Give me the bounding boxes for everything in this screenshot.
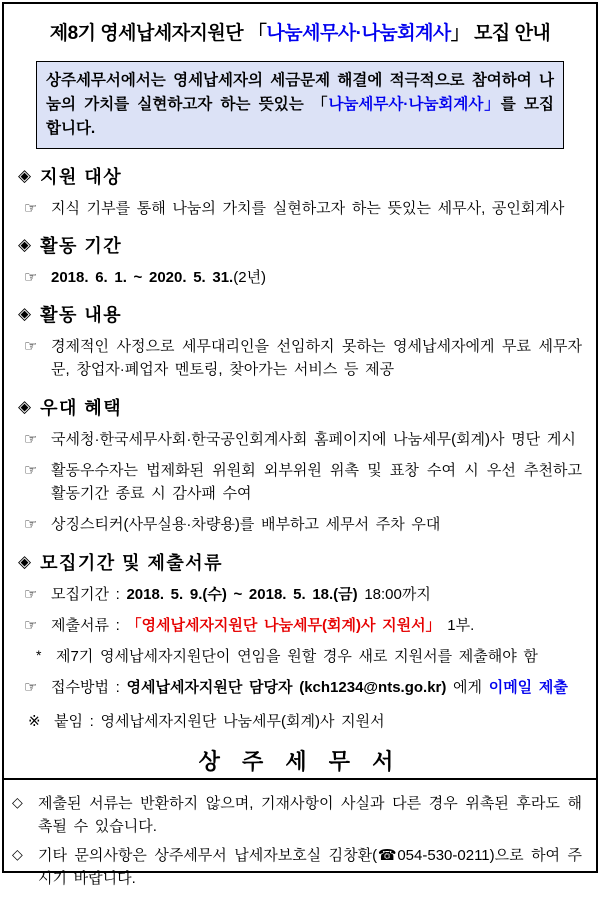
section-title: 활동 기간	[40, 235, 123, 256]
item-text	[51, 614, 582, 637]
list-item-attachment	[28, 710, 582, 733]
list-item	[24, 335, 582, 382]
page-title	[18, 20, 582, 49]
section-title: 모집기간 및 제출서류	[40, 552, 224, 573]
footer-contact-item	[12, 844, 582, 891]
footer-notice-item	[12, 792, 582, 839]
item-text	[51, 676, 582, 699]
diamond-bullet-icon: ◈	[18, 234, 32, 254]
intro-highlight: 나눔세무사·나눔회계사	[328, 95, 484, 113]
title-bracket-close: 」	[450, 23, 470, 44]
intro-bracket-close: 」	[483, 95, 501, 113]
asterisk-icon: *	[36, 647, 42, 664]
section-header-recruitment	[18, 549, 582, 575]
list-item	[24, 459, 582, 506]
diamond-bullet-icon: ◈	[18, 396, 32, 416]
white-diamond-icon: ◇	[12, 846, 23, 863]
section-title: 활동 내용	[40, 305, 123, 326]
finger-pointer-icon: ☞	[24, 268, 38, 286]
item-text: 상징스티커(사무실용·차량용)를 배부하고 세무서 주차 우대	[51, 516, 441, 534]
finger-pointer-icon: ☞	[24, 199, 38, 217]
reference-mark-icon: ※	[28, 712, 41, 730]
recruit-period-deadline: 18:00까지	[357, 585, 431, 603]
apply-email-submit: 이메일 제출	[488, 679, 568, 697]
title-highlight: 나눔세무사·나눔회계사	[266, 23, 451, 44]
issuing-office-signature: 상 주 세 무 서	[198, 748, 402, 774]
apply-label: 접수방법 :	[51, 679, 127, 697]
intro-text: 상주세무서에서는 영세납세자의 세금문제 해결에 적극적으로 참여하여 나눔의 가치를 실현하고자 하는 뜻있는	[46, 71, 555, 113]
item-text: 지식 기부를 통해 나눔의 가치를 실현하고자 하는 뜻있는 세무사, 공인회계사	[51, 199, 565, 217]
docs-form-name: 「영세납세자지원단 나눔세무(회계)사 지원서」	[126, 616, 441, 634]
document-body	[4, 4, 596, 778]
list-item	[24, 513, 582, 536]
list-item-required-docs	[24, 614, 582, 637]
section-title: 지원 대상	[40, 166, 123, 187]
diamond-bullet-icon: ◈	[18, 165, 32, 185]
recruit-period-label: 모집기간 :	[51, 585, 127, 603]
finger-pointer-icon: ☞	[24, 461, 38, 479]
diamond-bullet-icon: ◈	[18, 551, 32, 571]
item-text: 제7기 영세납세자지원단이 연임을 원할 경우 새로 지원서를 제출해야 함	[56, 648, 538, 666]
diamond-bullet-icon: ◈	[18, 304, 32, 324]
intro-bracket-open: 「	[311, 95, 329, 113]
recruit-period-dates: 2018. 5. 9.(수) ~ 2018. 5. 18.(금)	[126, 585, 358, 603]
title-prefix: 제8기 영세납세자지원단	[49, 23, 248, 44]
item-text: 국세청·한국세무사회·한국공인회계사회 홈페이지에 나눔세무(회계)사 명단 게시	[51, 430, 576, 448]
apply-mid-text: 에게	[446, 679, 489, 697]
period-dates: 2018. 6. 1. ~ 2020. 5. 31.	[51, 268, 234, 286]
section-title: 우대 혜택	[40, 397, 123, 418]
notice-footer	[4, 778, 596, 903]
finger-pointer-icon: ☞	[24, 338, 38, 356]
intro-text-end: 를 모집합니다.	[46, 95, 554, 137]
intro-summary-box	[36, 61, 564, 149]
list-item-recruit-period	[24, 583, 582, 606]
section-header-support-target	[18, 163, 582, 189]
attachment-text: 붙임 : 영세납세자지원단 나눔세무(회계)사 지원서	[54, 712, 385, 730]
docs-label: 제출서류 :	[51, 616, 127, 634]
list-item-docs-note	[36, 645, 582, 668]
white-diamond-icon: ◇	[12, 793, 23, 810]
list-item	[24, 197, 582, 220]
list-item	[24, 428, 582, 451]
footer-notice-text: 제출된 서류는 반환하지 않으며, 기재사항이 사실과 다른 경우 위촉된 후라도 해촉될 수 있습니다.	[38, 794, 582, 835]
finger-pointer-icon: ☞	[24, 516, 38, 534]
footer-contact-text: 기타 문의사항은 상주세무서 납세자보호실 김창환(☎054-530-0211)으로 하여 주시기 바랍니다.	[38, 847, 582, 888]
title-suffix: 모집 안내	[469, 23, 551, 44]
list-item	[24, 266, 582, 289]
finger-pointer-icon: ☞	[24, 616, 38, 634]
list-item-apply-method	[24, 676, 582, 699]
finger-pointer-icon: ☞	[24, 679, 38, 697]
title-bracket-open: 「	[247, 23, 267, 44]
section-header-activity-period	[18, 232, 582, 258]
apply-contact-email: 영세납세자지원단 담당자 (kch1234@nts.go.kr)	[126, 679, 447, 697]
item-text: 활동우수자는 법제화된 위원회 외부위원 위촉 및 표창 수여 시 우선 추천하고 활동기간 종료 시 감사패 수여	[51, 461, 582, 503]
notice-document	[2, 2, 598, 888]
item-text: 경제적인 사정으로 세무대리인을 선임하지 못하는 영세납세자에게 무료 세무자문, 창업자·폐업자 멘토링, 찾아가는 서비스 등 제공	[51, 338, 582, 379]
period-duration: (2년)	[233, 268, 267, 286]
item-text	[51, 266, 582, 289]
section-header-benefits	[18, 394, 582, 420]
item-text	[51, 583, 582, 606]
finger-pointer-icon: ☞	[24, 585, 38, 603]
section-header-activity-content	[18, 301, 582, 327]
docs-copies: 1부.	[440, 616, 475, 634]
finger-pointer-icon: ☞	[24, 430, 38, 448]
